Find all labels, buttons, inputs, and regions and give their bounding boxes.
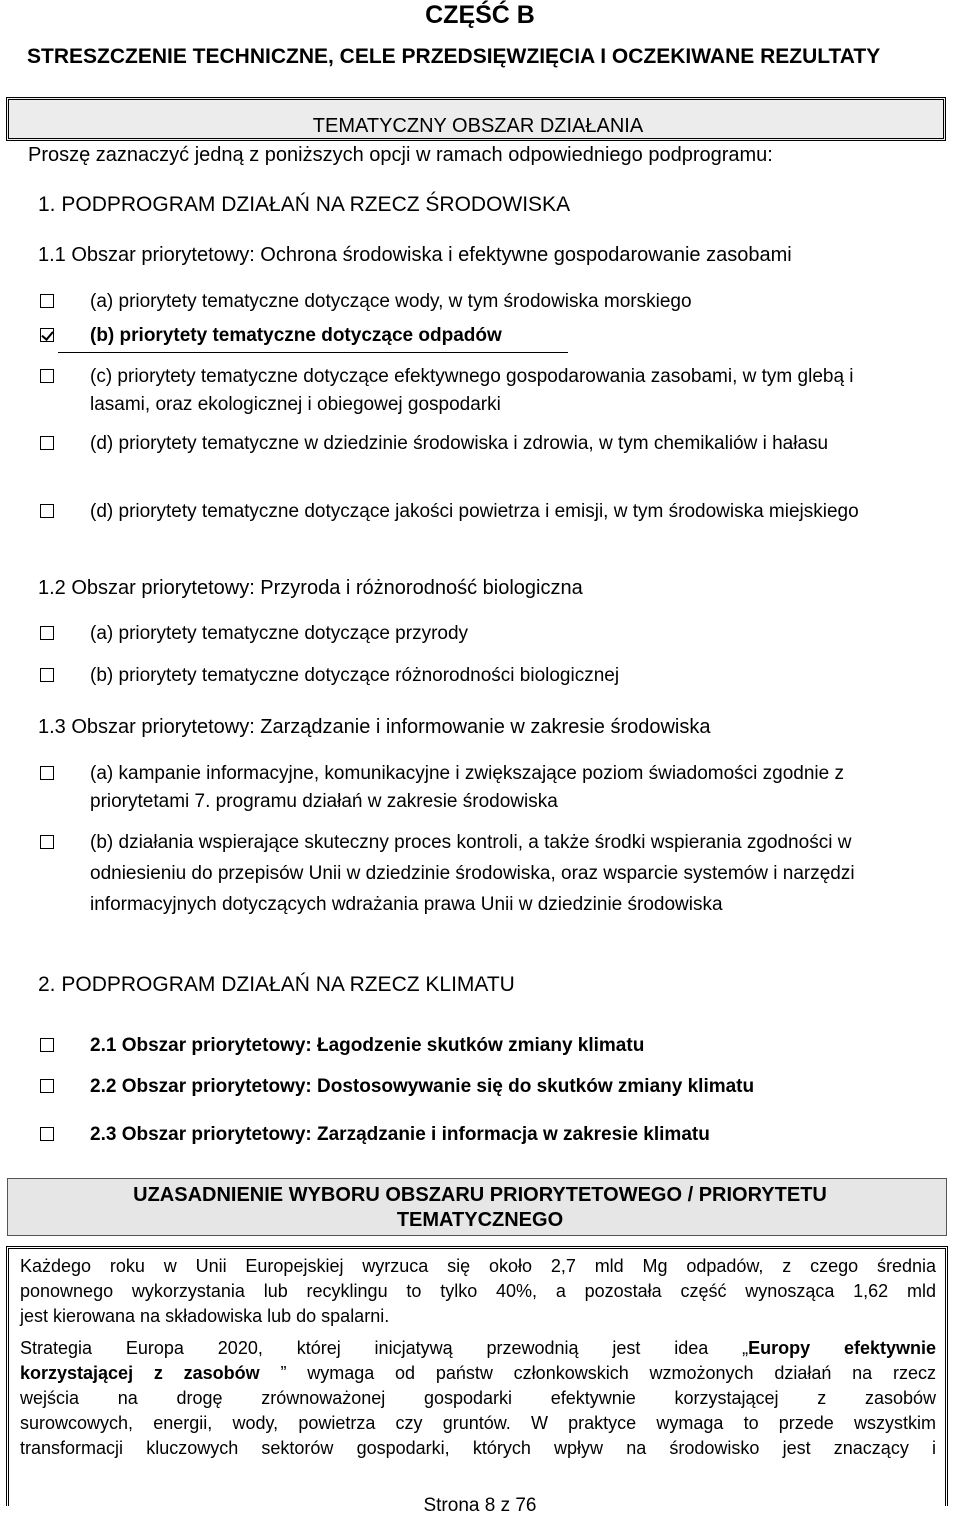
checkbox-icon[interactable] bbox=[40, 1079, 54, 1093]
option-label: (b) priorytety tematyczne dotyczące różnorodności biologicznej bbox=[90, 665, 620, 686]
option-label: (d) priorytety tematyczne dotyczące jakości powietrza i emisji, w tym środowiska miejskiego bbox=[90, 501, 859, 522]
justification-paragraph-1 bbox=[20, 1254, 936, 1329]
area-1-1-title: 1.1 Obszar priorytetowy: Ochrona środowiska i efektywne gospodarowanie zasobami bbox=[38, 244, 792, 266]
option-label: (a) kampanie informacyjne, komunikacyjne i zwiększające poziom świadomości zgodnie z priorytetami 7. programu działań w zakresie środowiska bbox=[90, 763, 844, 812]
emphasis-text: Europy efektywnie bbox=[748, 1338, 937, 1358]
area-1-2-title: 1.2 Obszar priorytetowy: Przyroda i różnorodność biologiczna bbox=[38, 577, 583, 599]
option-label: (b) priorytety tematyczne dotyczące odpadów bbox=[90, 325, 502, 346]
checkbox-icon[interactable] bbox=[40, 668, 54, 682]
option-label: 2.2 Obszar priorytetowy: Dostosowywanie się do skutków zmiany klimatu bbox=[90, 1076, 755, 1097]
part-title: CZĘŚĆ B bbox=[425, 1, 535, 29]
paragraph-line: jest kierowana na składowiska lub do spalarni. bbox=[20, 1306, 390, 1326]
option-label: 2.1 Obszar priorytetowy: Łagodzenie skutków zmiany klimatu bbox=[90, 1035, 645, 1056]
subprogram-2-title: 2. PODPROGRAM DZIAŁAŃ NA RZECZ KLIMATU bbox=[38, 973, 515, 996]
paragraph-line: surowcowych, energii, wody, powietrza czy gruntów. W praktyce wymaga to przede wszystkim bbox=[20, 1413, 936, 1433]
justification-heading bbox=[80, 1183, 880, 1233]
option-label: (d) priorytety tematyczne w dziedzinie środowiska i zdrowia, w tym chemikaliów i hałasu bbox=[90, 433, 829, 454]
option-label: (b) działania wspierające skuteczny proces kontroli, a także środki wspierania zgodności w odniesieniu do przepisów Unii w dziedzinie środowiska, oraz wsparcie systemów i narzędzi informacyjnych dotyczących wdrażania prawa Unii w dziedzinie środowiska bbox=[90, 832, 855, 915]
selected-option-underline bbox=[58, 352, 568, 353]
checkbox-icon[interactable] bbox=[40, 294, 54, 308]
checkbox-icon[interactable] bbox=[40, 626, 54, 640]
checkbox-icon[interactable] bbox=[40, 369, 54, 383]
paragraph-text: Strategia Europa 2020, której inicjatywą przewodnią jest idea „ bbox=[20, 1338, 749, 1358]
checkbox-icon[interactable] bbox=[40, 1038, 54, 1052]
option-label: (a) priorytety tematyczne dotyczące przyrody bbox=[90, 623, 469, 644]
paragraph-line: Każdego roku w Unii Europejskiej wyrzuca się około 2,7 mld Mg odpadów, z czego średnia bbox=[20, 1256, 936, 1276]
instruction-text: Proszę zaznaczyć jedną z poniższych opcji w ramach odpowiedniego podprogramu: bbox=[28, 144, 773, 166]
section-title: STRESZCZENIE TECHNICZNE, CELE PRZEDSIĘWZIĘCIA I OCZEKIWANE REZULTATY bbox=[27, 45, 881, 68]
option-label: (c) priorytety tematyczne dotyczące efektywnego gospodarowania zasobami, w tym glebą i lasami, oraz ekologicznej i obiegowej gospodarki bbox=[90, 366, 854, 415]
paragraph-text: ” wymaga od państw członkowskich wzmożonych działań na rzecz bbox=[280, 1363, 936, 1383]
subprogram-1-title: 1. PODPROGRAM DZIAŁAŃ NA RZECZ ŚRODOWISKA bbox=[38, 193, 571, 216]
option-label: 2.3 Obszar priorytetowy: Zarządzanie i informacja w zakresie klimatu bbox=[90, 1124, 710, 1145]
page-number: Strona 8 z 76 bbox=[423, 1495, 537, 1516]
checkbox-icon[interactable] bbox=[40, 766, 54, 780]
justification-paragraph-2 bbox=[20, 1336, 936, 1461]
thematic-area-heading: TEMATYCZNY OBSZAR DZIAŁANIA bbox=[312, 115, 644, 137]
checked-checkbox-icon[interactable] bbox=[40, 328, 54, 342]
paragraph-line: transformacji kluczowych sektorów gospodarki, których wpływ na środowisko jest znaczący i bbox=[20, 1438, 936, 1458]
checkbox-icon[interactable] bbox=[40, 1127, 54, 1141]
paragraph-line bbox=[20, 1336, 936, 1361]
paragraph-line: wejścia na drogę zrównoważonej gospodarki efektywnie korzystającej z zasobów bbox=[20, 1388, 936, 1408]
paragraph-line bbox=[20, 1361, 936, 1386]
checkbox-icon[interactable] bbox=[40, 436, 54, 450]
checkbox-icon[interactable] bbox=[40, 504, 54, 518]
option-label: (a) priorytety tematyczne dotyczące wody, w tym środowiska morskiego bbox=[90, 291, 692, 312]
checkbox-icon[interactable] bbox=[40, 835, 54, 849]
justification-heading-line1: UZASADNIENIE WYBORU OBSZARU PRIORYTETOWEGO / PRIORYTETU bbox=[133, 1184, 827, 1206]
paragraph-line: ponownego wykorzystania lub recyklingu to tylko 40%, a pozostała część wynosząca 1,62 mld bbox=[20, 1281, 936, 1301]
justification-heading-line2: TEMATYCZNEGO bbox=[396, 1209, 564, 1231]
area-1-3-title: 1.3 Obszar priorytetowy: Zarządzanie i informowanie w zakresie środowiska bbox=[38, 716, 711, 738]
emphasis-text: korzystającej z zasobów bbox=[20, 1363, 260, 1383]
